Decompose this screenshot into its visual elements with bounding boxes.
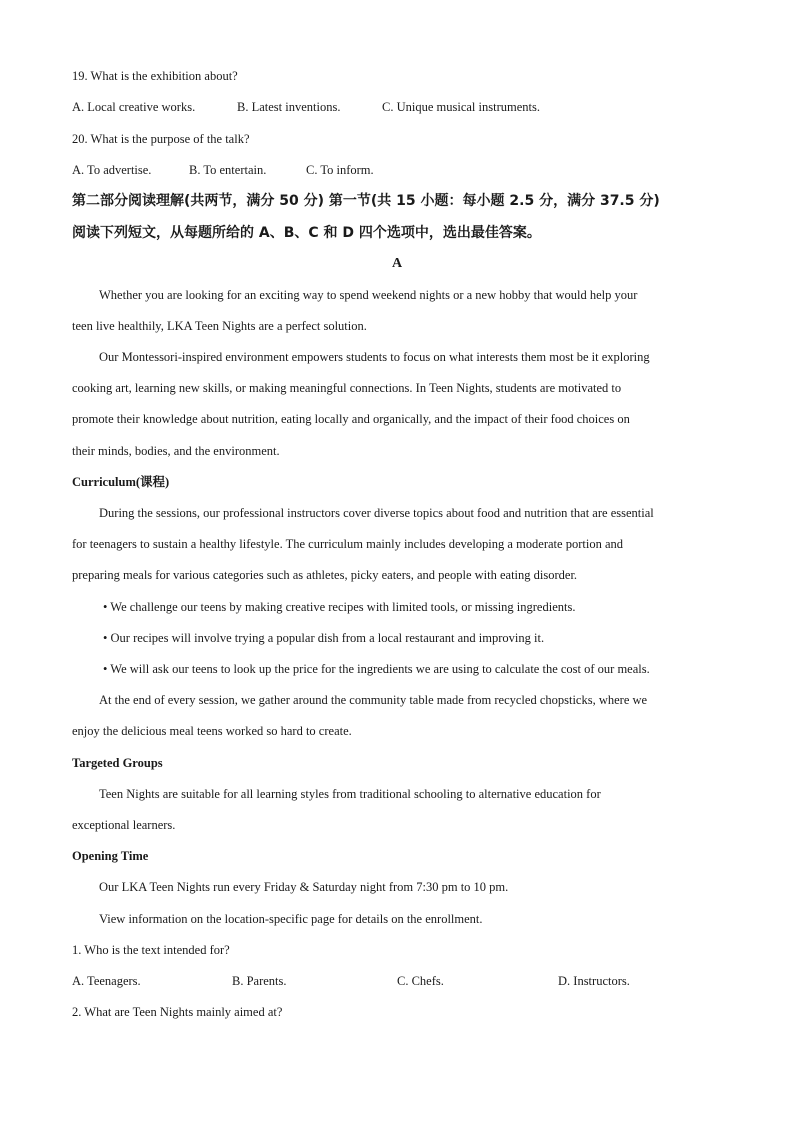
closing-line-1: At the end of every session, we gather around the community table made from recycled chopsticks, where we [99,693,648,707]
option-20-c: C. To inform. [306,163,374,177]
option-19-c: C. Unique musical instruments. [382,100,540,114]
passage-letter: A [391,256,403,271]
groups-line-1: Teen Nights are suitable for all learning styles from traditional schooling to alternative education for [99,787,601,801]
closing-line-2: enjoy the delicious meal teens worked so hard to create. [72,724,352,738]
para2-line-2: cooking art, learning new skills, or making meaningful connections. In Teen Nights, students are motivated to [72,381,622,395]
option-20-b: B. To entertain. [189,163,267,177]
option-1-b: B. Parents. [232,974,287,988]
curriculum-heading: Curriculum(课程) [72,475,170,489]
opening-line-2: View information on the location-specific page for details on the enrollment. [99,912,483,926]
opening-heading: Opening Time [72,849,149,863]
question-20: 20. What is the purpose of the talk? [72,132,250,146]
bullet-item-3: • We will ask our teens to look up the price for the ingredients we are using to calculate the cost of our meals. [103,662,650,676]
para2-line-1: Our Montessori-inspired environment empowers students to focus on what interests them most be it exploring [99,350,650,364]
section-header-line2: 阅读下列短文，从每题所给的 A、B、C 和 D 四个选项中，选出最佳答案。 [72,225,541,241]
curriculum-line-2: for teenagers to sustain a healthy lifestyle. The curriculum mainly includes developing a moderate portion and [72,537,623,551]
opening-line-1: Our LKA Teen Nights run every Friday & Saturday night from 7:30 pm to 10 pm. [99,880,509,894]
option-20-a: A. To advertise. [72,163,152,177]
intro-line-2: teen live healthily, LKA Teen Nights are a perfect solution. [72,319,367,333]
option-1-a: A. Teenagers. [72,974,141,988]
curriculum-line-1: During the sessions, our professional instructors cover diverse topics about food and nutrition that are essential [99,506,654,520]
question-1: 1. Who is the text intended for? [72,943,230,957]
bullet-item-2: • Our recipes will involve trying a popular dish from a local restaurant and improving it. [103,631,545,645]
option-1-c: C. Chefs. [397,974,444,988]
option-19-a: A. Local creative works. [72,100,196,114]
groups-heading: Targeted Groups [72,756,163,770]
section-header-line1: 第二部分阅读理解(共两节，满分 50 分) 第一节(共 15 小题：每小题 2.5 分，满分 37.5 分) [72,193,660,209]
intro-line-1: Whether you are looking for an exciting way to spend weekend nights or a new hobby that would help your [99,288,638,302]
question-2: 2. What are Teen Nights mainly aimed at? [72,1005,283,1019]
groups-line-2: exceptional learners. [72,818,176,832]
curriculum-line-3: preparing meals for various categories such as athletes, picky eaters, and people with eating disorder. [72,568,578,582]
para2-line-4: their minds, bodies, and the environment. [72,444,280,458]
para2-line-3: promote their knowledge about nutrition, eating locally and organically, and the impact of their food choices on [72,412,630,426]
question-19: 19. What is the exhibition about? [72,69,238,83]
bullet-item-1: • We challenge our teens by making creative recipes with limited tools, or missing ingredients. [103,600,576,614]
option-19-b: B. Latest inventions. [237,100,341,114]
option-1-d: D. Instructors. [558,974,630,988]
